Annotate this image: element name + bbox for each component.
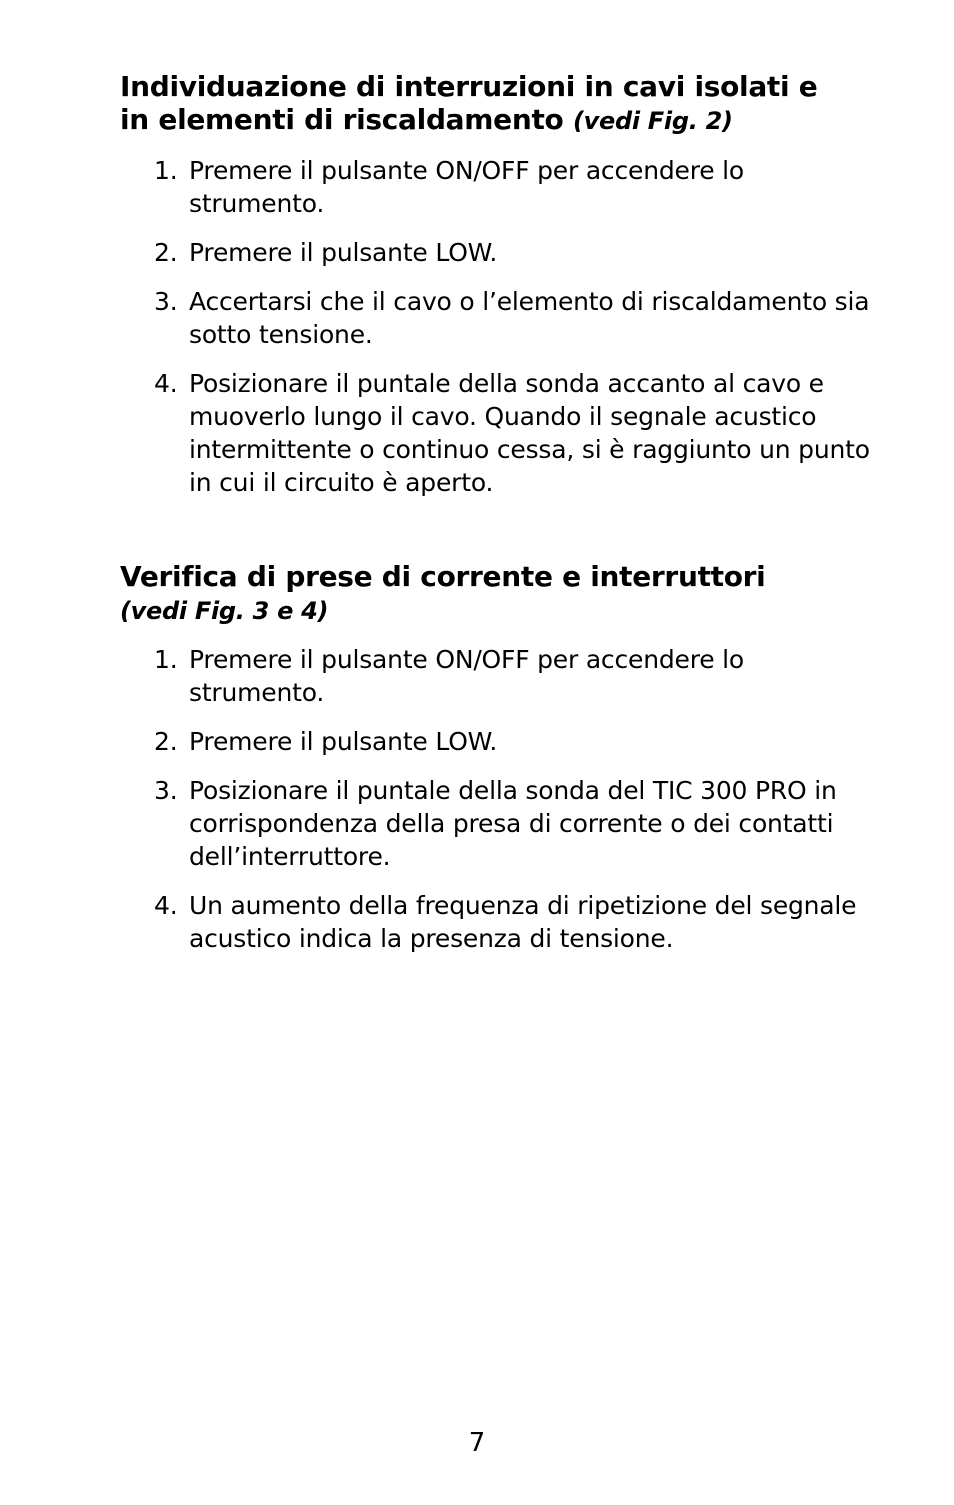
step-text: Premere il pulsante ON/OFF per accendere lo strumento. [189,156,744,218]
step-text: Posizionare il puntale della sonda del TIC 300 PRO in corrispondenza della presa di corrente o dei contatti dell’interruttore. [189,776,837,871]
step-item [154,367,884,499]
figure-reference: (vedi Fig. 2) [572,107,733,135]
page-number: 7 [468,1428,486,1458]
step-number: 2. [154,238,178,267]
step-number: 4. [154,369,178,398]
step-item [154,725,884,758]
step-item [154,774,884,873]
step-text: Premere il pulsante ON/OFF per accendere lo strumento. [189,645,744,707]
step-item [154,889,884,955]
step-number: 4. [154,891,178,920]
figure-reference: (vedi Fig. 3 e 4) [120,597,329,625]
step-number: 1. [154,645,178,674]
step-text: Premere il pulsante LOW. [189,727,498,756]
section-title-text: Individuazione di interruzioni in cavi isolati e in elementi di riscaldamento [120,70,818,136]
step-number: 3. [154,287,178,316]
section-title-text: Verifica di prese di corrente e interruttori [120,560,766,593]
step-item [154,285,884,351]
step-item [154,236,884,269]
step-text: Posizionare il puntale della sonda accanto al cavo e muoverlo lungo il cavo. Quando il segnale acustico intermittente o continuo cessa, si è raggiunto un punto in cui il circuito è aperto. [189,369,870,497]
section-title [120,560,840,628]
steps-list [154,643,884,971]
step-item [154,643,884,709]
step-text: Premere il pulsante LOW. [189,238,498,267]
step-number: 1. [154,156,178,185]
step-item [154,154,884,220]
step-number: 3. [154,776,178,805]
steps-list [154,154,884,515]
section-title [120,70,840,138]
step-number: 2. [154,727,178,756]
step-text: Accertarsi che il cavo o l’elemento di riscaldamento sia sotto tensione. [189,287,870,349]
step-text: Un aumento della frequenza di ripetizione del segnale acustico indica la presenza di tensione. [189,891,857,953]
